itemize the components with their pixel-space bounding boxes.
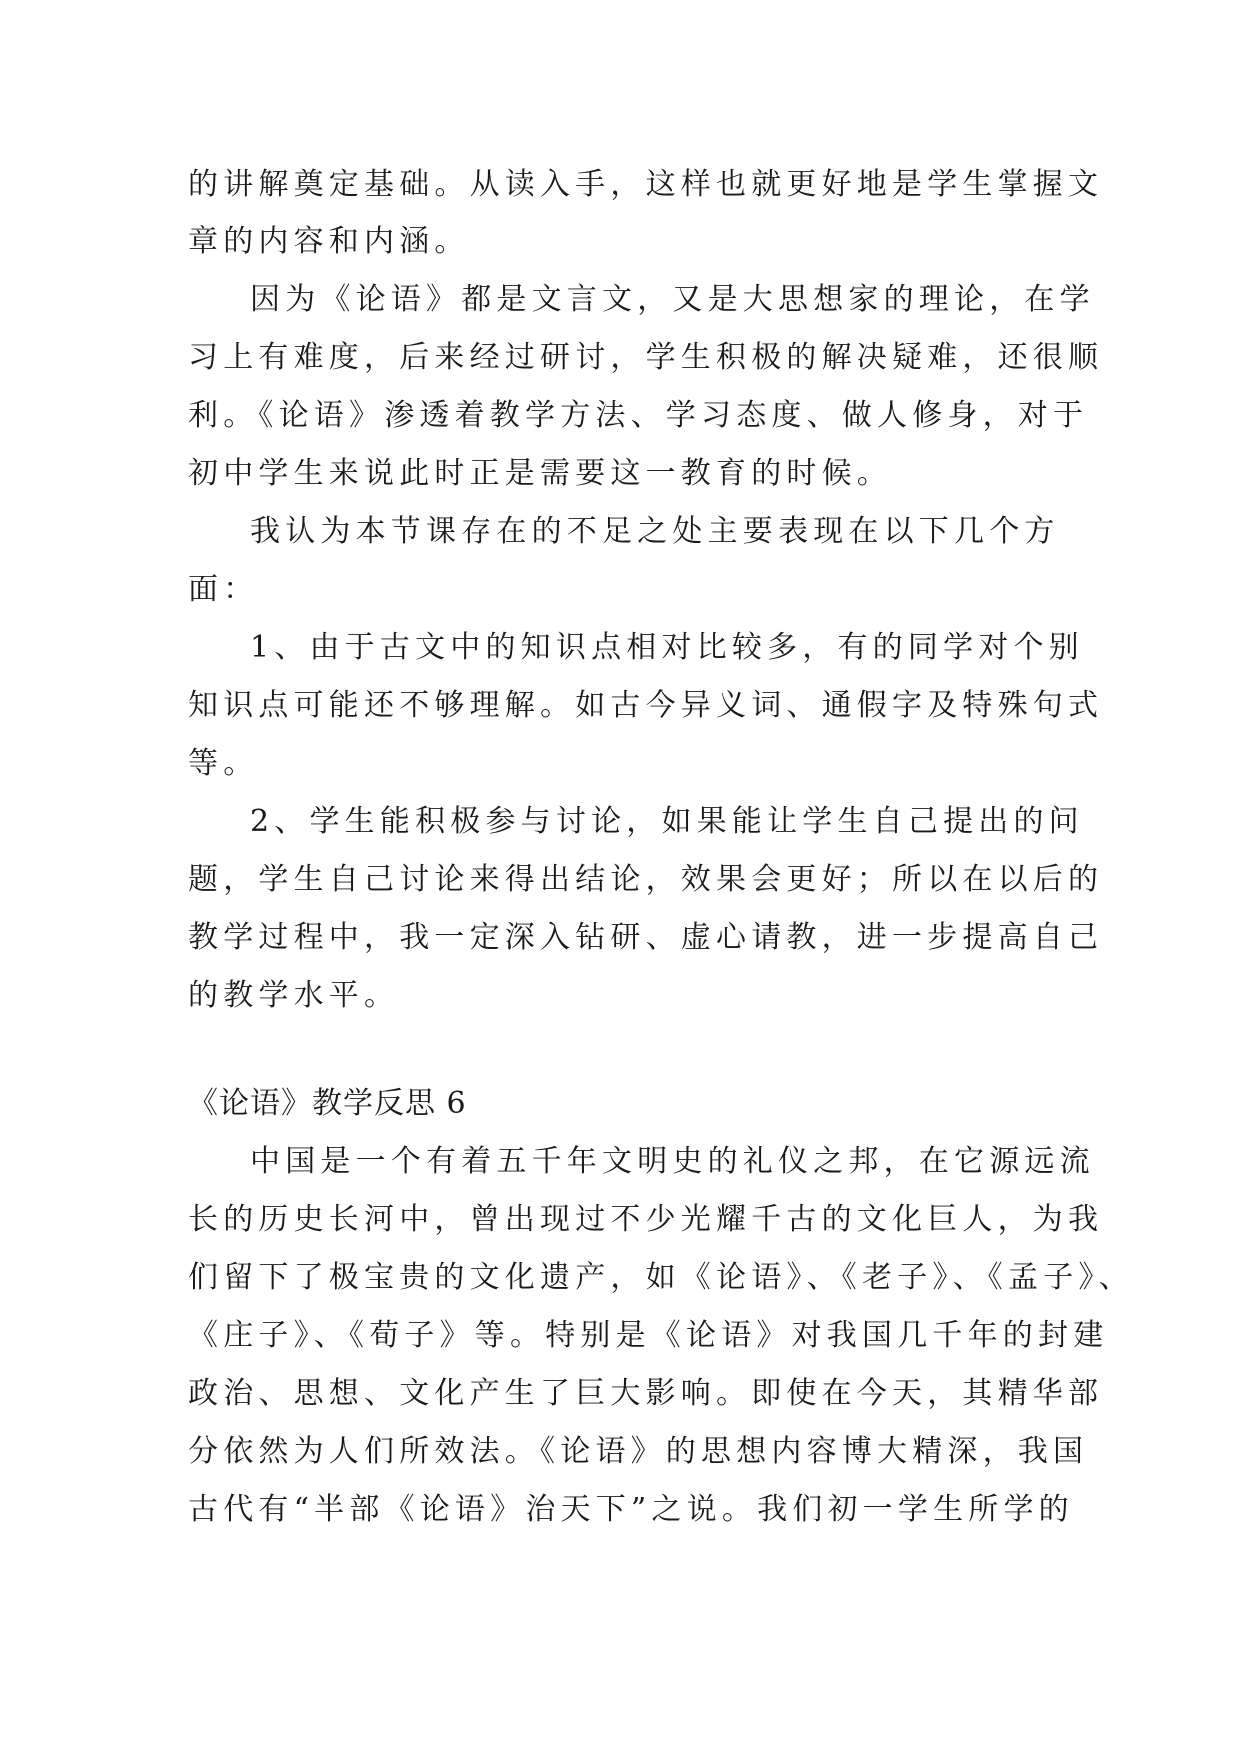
text-line: 中国是一个有着五千年文明史的礼仪之邦，在它源远流: [250, 1144, 1095, 1179]
text-line: 长的历史长河中，曾出现过不少光耀千古的文化巨人，为我: [188, 1202, 1104, 1237]
text-line: 政治、思想、文化产生了巨大影响。即使在今天，其精华部: [188, 1376, 1104, 1411]
text-line: 面：: [188, 572, 259, 607]
text-line: 教学过程中，我一定深入钻研、虚心请教，进一步提高自己: [188, 920, 1104, 955]
text-line: 的教学水平。: [188, 978, 400, 1013]
text-line: 1、由于古文中的知识点相对比较多，有的同学对个别: [250, 630, 1084, 665]
text-line: 等。: [188, 746, 259, 781]
text-line: 习上有难度，后来经过研讨，学生积极的解决疑难，还很顺: [188, 340, 1104, 375]
text-line: 的讲解奠定基础。从读入手，这样也就更好地是学生掌握文: [188, 167, 1104, 202]
text-line: 题，学生自己讨论来得出结论，效果会更好；所以在以后的: [188, 862, 1104, 897]
text-line: 利。《论语》渗透着教学方法、学习态度、做人修身，对于: [188, 398, 1089, 433]
text-line: 古代有“半部《论语》治天下”之说。我们初一学生所学的: [188, 1492, 1074, 1527]
text-line: 《庄子》、《荀子》等。特别是《论语》对我国几千年的封建: [188, 1318, 1109, 1353]
text-line: 章的内容和内涵。: [188, 224, 470, 259]
text-line: 2、学生能积极参与讨论，如果能让学生自己提出的问: [250, 804, 1084, 839]
text-line: 初中学生来说此时正是需要这一教育的时候。: [188, 456, 892, 491]
text-line: 我认为本节课存在的不足之处主要表现在以下几个方: [250, 514, 1060, 549]
text-line: 分依然为人们所效法。《论语》的思想内容博大精深，我国: [188, 1434, 1089, 1469]
text-line: 们留下了极宝贵的文化遗产，如《论语》、《老子》、《孟子》、: [188, 1260, 1134, 1295]
text-line: 因为《论语》都是文言文，又是大思想家的理论，在学: [250, 282, 1095, 317]
text-line: 知识点可能还不够理解。如古今异义词、通假字及特殊句式: [188, 688, 1104, 723]
section-heading: 《论语》教学反思 6: [188, 1086, 467, 1121]
